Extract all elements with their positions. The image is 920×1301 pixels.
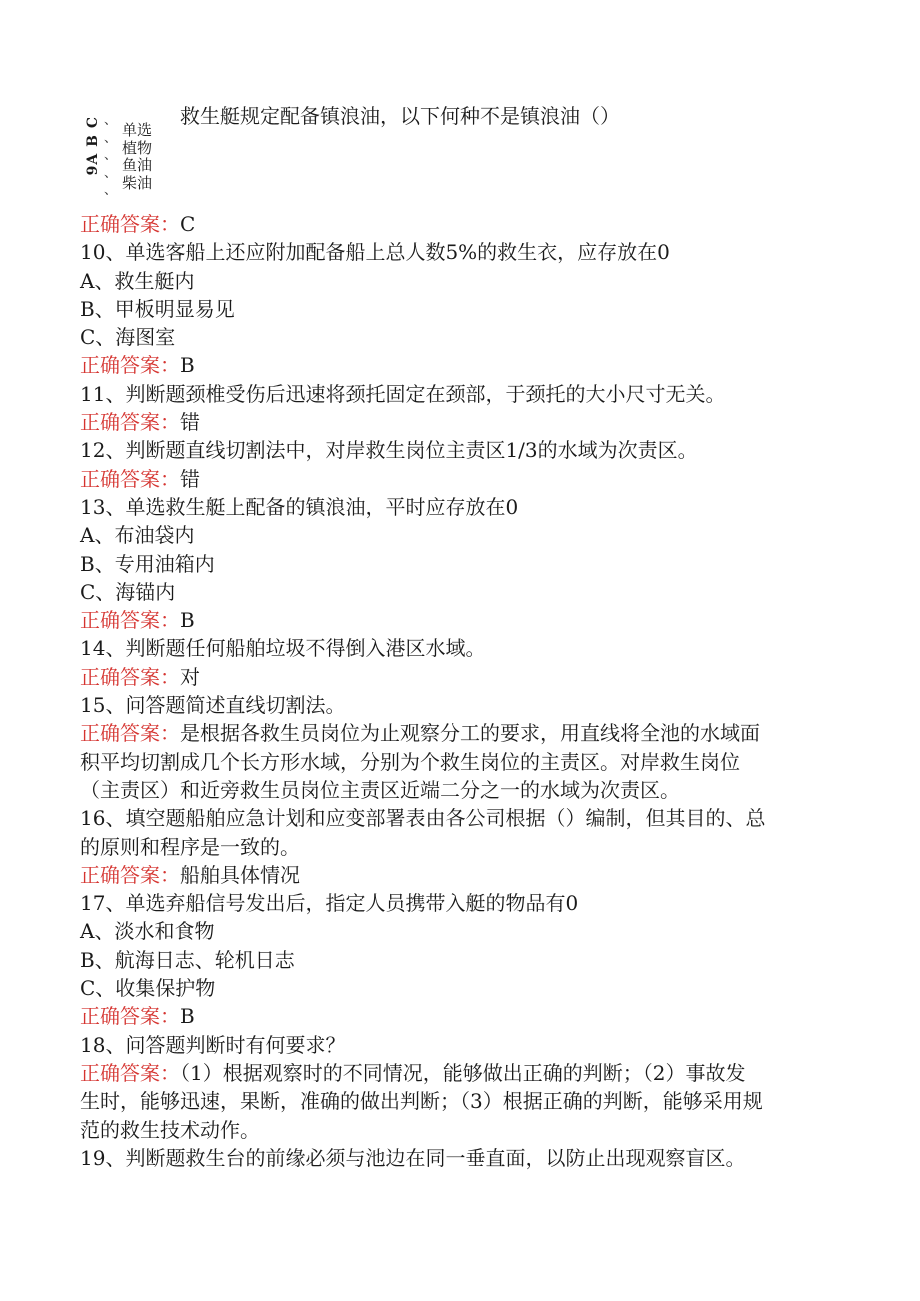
answer-value: C bbox=[180, 212, 196, 236]
answer-label: 正确答案： bbox=[80, 353, 180, 378]
answer-label: 正确答案： bbox=[80, 862, 180, 887]
question-text: 19、判断题救生台的前缘必须与池边在同一垂直面，以防止出现观察盲区。 bbox=[80, 1145, 746, 1170]
answer-value: 船舶具体情况 bbox=[180, 862, 300, 887]
q12-answer bbox=[80, 465, 825, 493]
q9-separator-marks: 、 、 、 、 、 bbox=[104, 113, 118, 198]
q16-answer bbox=[80, 861, 825, 889]
q18-answer bbox=[80, 1059, 825, 1087]
q17-answer bbox=[80, 1002, 825, 1030]
answer-text: （1）根据观察时的不同情况，能够做出正确的判断；（2）事故发 bbox=[180, 1060, 746, 1085]
answer-label: 正确答案： bbox=[80, 721, 180, 746]
q9-option: 鱼油 bbox=[122, 156, 153, 174]
answer-value: 错 bbox=[180, 410, 200, 435]
answer-value: B bbox=[180, 353, 195, 378]
q15-answer bbox=[80, 719, 825, 747]
question-text: 16、填空题船舶应急计划和应变部署表由各公司根据（）编制，但其目的、总 bbox=[80, 806, 766, 831]
answer-text: 是根据各救生员岗位为止观察分工的要求，用直线将全池的水域面 bbox=[180, 721, 760, 746]
option-b: B、甲板明显易见 bbox=[80, 296, 235, 321]
answer-label: 正确答案： bbox=[80, 608, 180, 633]
q9-answer bbox=[80, 210, 825, 238]
option-a: A、救生艇内 bbox=[80, 268, 195, 293]
answer-label: 正确答案： bbox=[80, 212, 180, 236]
q9-type: 单选 bbox=[122, 121, 153, 139]
answer-text: （主责区）和近旁救生员岗位主责区近端二分之一的水域为次责区。 bbox=[80, 777, 680, 802]
question-text: 15、问答题简述直线切割法。 bbox=[80, 693, 346, 718]
question-text: 12、判断题直线切割法中，对岸救生岗位主责区1/3的水域为次责区。 bbox=[80, 438, 698, 463]
answer-value: 错 bbox=[180, 466, 200, 491]
option-c: C、收集保护物 bbox=[80, 976, 216, 1001]
answer-text: 范的救生技术动作。 bbox=[80, 1117, 260, 1142]
question-text: 18、问答题判断时有何要求？ bbox=[80, 1032, 346, 1057]
answer-text: 积平均切割成几个长方形水域，分别为个救生岗位的主责区。对岸救生岗位 bbox=[80, 749, 740, 774]
question-text: 17、单选弃船信号发出后，指定人员携带入艇的物品有0 bbox=[80, 891, 579, 916]
question-text: 11、判断题颈椎受伤后迅速将颈托固定在颈部，于颈托的大小尺寸无关。 bbox=[80, 381, 726, 406]
question-list bbox=[80, 210, 825, 1172]
q9-option: 植物 bbox=[122, 138, 153, 157]
question-text: 14、判断题任何船舶垃圾不得倒入港区水域。 bbox=[80, 636, 486, 661]
q9-option-block bbox=[122, 122, 152, 192]
option-b: B、专用油箱内 bbox=[80, 551, 215, 576]
answer-label: 正确答案： bbox=[80, 1004, 180, 1029]
answer-value: B bbox=[180, 1004, 195, 1029]
answer-label: 正确答案： bbox=[80, 410, 180, 435]
option-c: C、海锚内 bbox=[80, 579, 176, 604]
question-text: 10、单选客船上还应附加配备船上总人数5%的救生衣，应存放在0 bbox=[80, 240, 670, 265]
question-text: 的原则和程序是一致的。 bbox=[80, 834, 300, 859]
answer-label: 正确答案： bbox=[80, 664, 180, 689]
q9-rotated-labels: 9A B C bbox=[85, 116, 101, 176]
q10-answer bbox=[80, 351, 825, 379]
option-a: A、布油袋内 bbox=[80, 523, 195, 548]
option-a: A、淡水和食物 bbox=[80, 919, 215, 944]
q14-answer bbox=[80, 663, 825, 691]
answer-label: 正确答案： bbox=[80, 466, 180, 491]
answer-text: 生时，能够迅速，果断，准确的做出判断；（3）根据正确的判断，能够采用规 bbox=[80, 1089, 763, 1114]
option-b: B、航海日志、轮机日志 bbox=[80, 947, 295, 972]
q9-option: 柴油 bbox=[122, 173, 153, 192]
option-c: C、海图室 bbox=[80, 325, 176, 350]
q9-stem: 救生艇规定配备镇浪油，以下何种不是镇浪油（） bbox=[180, 104, 620, 128]
question-text: 13、单选救生艇上配备的镇浪油，平时应存放在0 bbox=[80, 494, 519, 519]
q13-answer bbox=[80, 606, 825, 634]
answer-value: 对 bbox=[180, 664, 200, 689]
answer-label: 正确答案： bbox=[80, 1060, 180, 1085]
q11-answer bbox=[80, 408, 825, 436]
answer-value: B bbox=[180, 608, 195, 633]
